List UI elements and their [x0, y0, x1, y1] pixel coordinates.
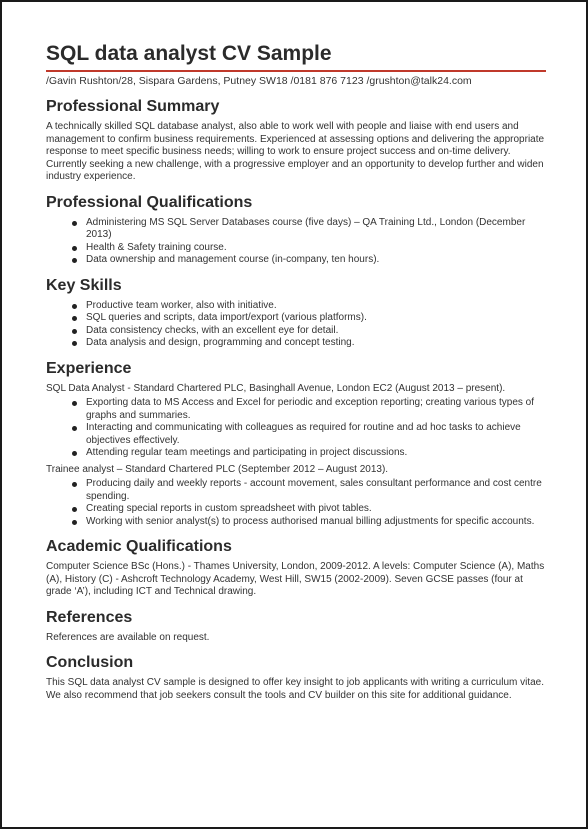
- list-item: Data consistency checks, with an excellent eye for detail.: [86, 325, 546, 338]
- contact-line: /Gavin Rushton/28, Sispara Gardens, Putney SW18 /0181 876 7123 /grushton@talk24.com: [46, 75, 472, 87]
- list-item: Producing daily and weekly reports - account movement, sales consultant performance and cost centre spending.: [86, 478, 546, 503]
- list-item: Administering MS SQL Server Databases course (five days) – QA Training Ltd., London (December 2013): [86, 217, 546, 242]
- page-title: SQL data analyst CV Sample: [46, 42, 332, 65]
- academic-text: Computer Science BSc (Hons.) - Thames University, London, 2009-2012. A levels: Computer Science (A), Maths (A), History (C) - Ashcroft Technology Academy, West Hill, SW15 (2002-2009). Seven GCSE passes (four at grade ‘A’), including ICT and Technical drawing.: [46, 561, 545, 597]
- skills-list: [46, 300, 546, 350]
- list-item: Data ownership and management course (in-company, ten hours).: [86, 254, 546, 267]
- list-item: Productive team worker, also with initiative.: [86, 300, 546, 313]
- academic-heading: Academic Qualifications: [46, 538, 232, 555]
- references-heading: References: [46, 608, 133, 626]
- list-item: Working with senior analyst(s) to process authorised manual billing adjustments for specific accounts.: [86, 516, 546, 529]
- qualifications-list: [46, 217, 546, 267]
- list-item: Interacting and communicating with colleagues as required for routine and ad hoc tasks to achieve objectives effectively.: [86, 422, 546, 447]
- skills-heading: Key Skills: [46, 276, 122, 294]
- summary-heading: Professional Summary: [46, 98, 220, 115]
- list-item: SQL queries and scripts, data import/export (various platforms).: [86, 312, 546, 325]
- job-duties-list: [46, 397, 546, 460]
- conclusion-heading: Conclusion: [46, 654, 134, 671]
- job-duties-list: [46, 478, 546, 528]
- qualifications-heading: Professional Qualifications: [46, 193, 253, 211]
- job-title: SQL Data Analyst - Standard Chartered PLC, Basinghall Avenue, London EC2 (August 2013 – present).: [46, 382, 506, 394]
- list-item: Data analysis and design, programming and concept testing.: [86, 337, 546, 350]
- summary-text: A technically skilled SQL database analyst, also able to work well with people and liaise with end users and management to confirm business requirements. Experienced at assessing options and delivering the appropriate response to meet specific business needs; willing to work to ensure project success and on-time delivery. Currently seeking a new challenge, with a progressive employer and an opportunity to develop further and widen industry experience.: [46, 121, 545, 182]
- list-item: Health & Safety training course.: [86, 242, 546, 255]
- list-item: Attending regular team meetings and participating in project discussions.: [86, 447, 546, 460]
- list-item: Exporting data to MS Access and Excel for periodic and exception reporting; creating various types of graphs and summaries.: [86, 397, 546, 422]
- cv-content: [46, 32, 546, 702]
- list-item: Creating special reports in custom spreadsheet with pivot tables.: [86, 503, 546, 516]
- job-title: Trainee analyst – Standard Chartered PLC (September 2012 – August 2013).: [46, 463, 389, 475]
- experience-heading: Experience: [46, 359, 132, 377]
- references-text: References are available on request.: [46, 631, 210, 643]
- title-divider: [46, 70, 546, 72]
- conclusion-text: This SQL data analyst CV sample is designed to offer key insight to job applicants with writing a curriculum vitae. We also recommend that job seekers consult the tools and CV builder on this site for additional guidance.: [46, 677, 545, 701]
